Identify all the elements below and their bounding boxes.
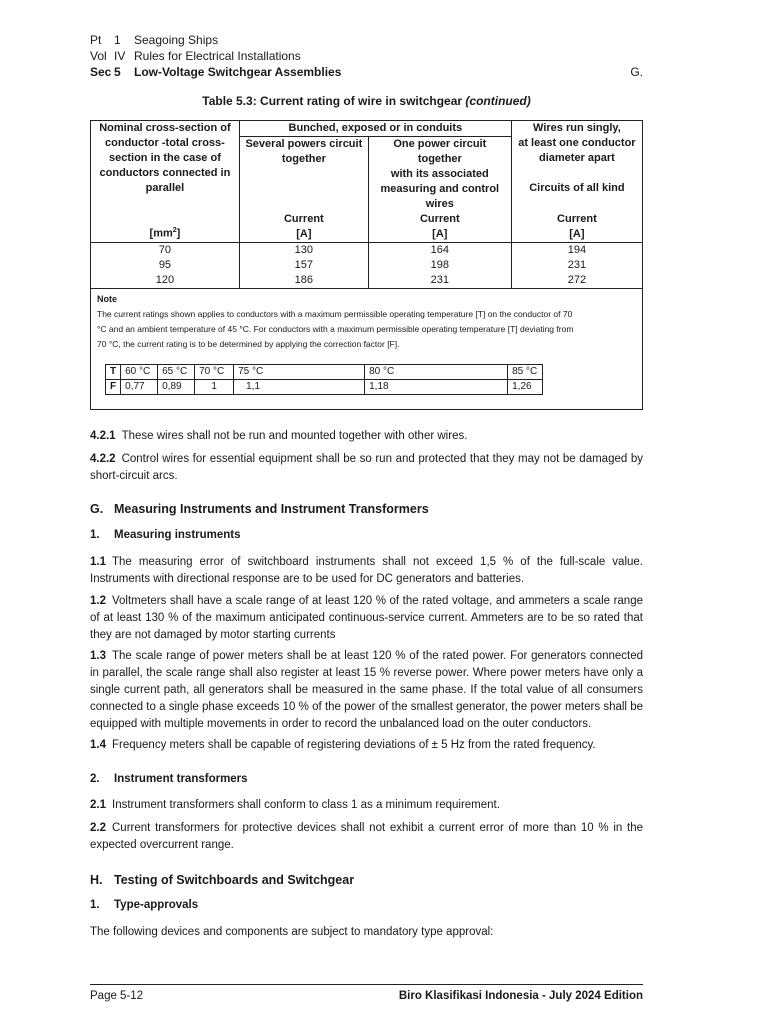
section-heading-g: G. Measuring Instruments and Instrument Transformers xyxy=(90,502,429,516)
paragraph-2-1: 2.1 Instrument transformers shall conform to class 1 as a minimum requirement. xyxy=(90,799,500,811)
page-footer xyxy=(90,990,643,1002)
paragraph-1-4: 1.4 Frequency meters shall be capable of registering deviations of ± 5 Hz from the rated frequency. xyxy=(90,739,596,751)
table-note: Note The current ratings shown applies to conductors with a maximum permissible operating temperature [T] on the conductor of 70 °C and an ambient temperature of 45 °C. For conductors with a maximum permissible operating temperature [T] deviating from 70 °C, the current rating is to be determined by applying the correction factor [F]. xyxy=(97,294,574,349)
units-row xyxy=(91,212,642,243)
col4-header: Wires run singly, at least one conductor diameter apart Circuits of all kind xyxy=(518,122,636,194)
running-header xyxy=(90,32,643,80)
paragraph-4-2-2: 4.2.2 Control wires for essential equipment shall be so run and protected that they may not be damaged by short-circuit arcs. xyxy=(90,453,643,482)
table-container xyxy=(90,120,643,410)
paragraph-1-2: 1.2 Voltmeters shall have a scale range of at least 120 % of the rated voltage, and ammeters a scale range of at least 130 % of the maximum anticipated continuous-service current. Ammeters are to be so rated that they are not damaged by motor starting currents xyxy=(90,595,643,641)
section-heading-h: H. Testing of Switchboards and Switchgear xyxy=(90,873,355,887)
table-row: 70 130 164 194 xyxy=(91,243,642,259)
table-row: 95 157 198 231 xyxy=(91,258,642,273)
header-section-mark: G. xyxy=(630,65,643,79)
unit-mm2: $[mm^2]$ xyxy=(91,212,239,243)
subheading-type-approvals: 1. Type-approvals xyxy=(90,899,199,911)
edition-label: Biro Klasifikasi Indonesia - July 2024 Edition xyxy=(398,990,643,1002)
paragraph-4-2-1: 4.2.1 These wires shall not be run and mounted together with other wires. xyxy=(90,430,468,442)
paragraph-type-approval-intro: The following devices and components are subject to mandatory type approval: xyxy=(90,926,494,938)
paragraph-1-3: 1.3 The scale range of power meters shall be at least 120 % of the rated power. For generators connected in parallel, the scale range shall also register at least 15 % reverse power. Where power meters have only a single current path, all generators shall be measured in the same phase. If the total value of all consumers connected to a single phase exceeds 10 % of the power of the smallest generator, the power meters shall be equipped with multiple movements in order to record the unbalanced load on the outer conductors. xyxy=(90,650,643,730)
page-number: Page 5-12 xyxy=(90,990,144,1002)
col2-header: Several powers circuit together xyxy=(239,137,368,213)
unit-current-col3: Current [A] xyxy=(368,212,511,243)
unit-current-col2: Current [A] xyxy=(239,212,368,243)
group-header: Bunched, exposed or in conduits xyxy=(239,121,511,137)
temperature-row: T 60 °C 65 °C 70 °C 75 °C 80 °C 85 °C xyxy=(106,365,543,380)
header-section: Sec 5 Low-Voltage Switchgear Assemblies xyxy=(90,65,342,79)
table-row: 120 186 231 272 xyxy=(91,273,642,289)
col3-header: One power circuit together with its associated measuring and control wires xyxy=(368,137,511,213)
paragraph-2-2: 2.2 Current transformers for protective devices shall not exhibit a current error of more than 10 % in the expected overcurrent range. xyxy=(90,822,643,851)
unit-current-col4: Current [A] xyxy=(557,213,597,240)
table-title: Table 5.3: Current rating of wire in switchgear (continued) xyxy=(202,94,531,108)
subheading-instrument-transformers: 2. Instrument transformers xyxy=(90,773,248,785)
header-part: Pt 1 Seagoing Ships xyxy=(90,33,219,47)
paragraph-1-1: 1.1 The measuring error of switchboard instruments shall not exceed 1,5 % of the full-scale value. Instruments with directional response are to be used for DC generators and batteries. xyxy=(90,556,643,585)
header-volume: Vol IV Rules for Electrical Installations xyxy=(90,49,301,63)
factor-row: F 0,77 0,89 1 1,1 1,18 1,26 xyxy=(106,380,543,395)
footer-divider xyxy=(90,984,643,985)
subheading-measuring-instruments: 1. Measuring instruments xyxy=(90,529,241,541)
correction-factor-table xyxy=(105,364,543,395)
current-rating-table xyxy=(91,121,642,289)
col1-header: Nominal cross-section of conductor -total cross- section in the case of conductors connected in parallel xyxy=(91,121,239,212)
